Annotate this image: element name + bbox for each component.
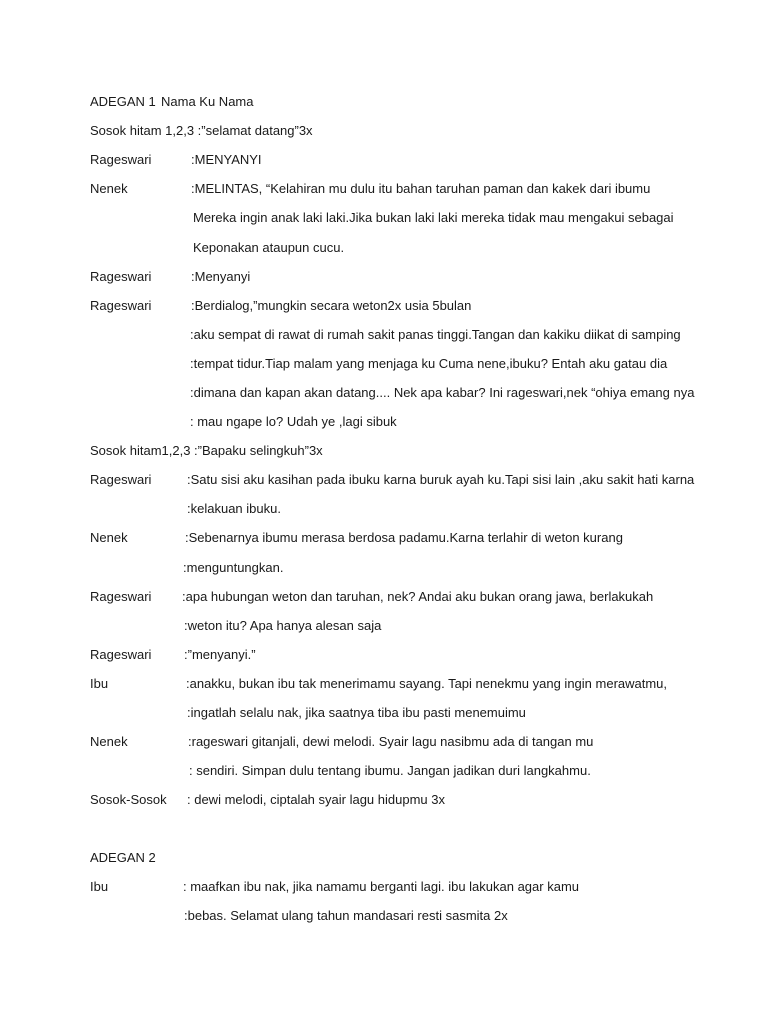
dialogue-text: Mereka ingin anak laki laki.Jika bukan laki laki mereka tidak mau mengakui sebagai (193, 210, 674, 225)
dialogue-text: :menguntungkan. (183, 560, 284, 575)
scene-title: Nama Ku Nama (161, 94, 254, 109)
speaker-name: Nenek (90, 530, 128, 545)
speaker-name: Nenek (90, 181, 128, 196)
dialogue-text: :apa hubungan weton dan taruhan, nek? Andai aku bukan orang jawa, berlakukah (182, 589, 654, 604)
dialogue-text: :rageswari gitanjali, dewi melodi. Syair lagu nasibmu ada di tangan mu (188, 734, 594, 749)
speaker-name: Rageswari (90, 472, 152, 487)
speaker-name: Rageswari (90, 298, 152, 313)
dialogue-text: :anakku, bukan ibu tak menerimamu sayang. Tapi nenekmu yang ingin merawatmu, (186, 676, 668, 691)
scene-heading: ADEGAN 1 (90, 94, 156, 109)
dialogue-text: :Berdialog,”mungkin secara weton2x usia 5bulan (191, 298, 472, 313)
dialogue-text: :bebas. Selamat ulang tahun mandasari resti sasmita 2x (184, 908, 508, 923)
speaker-name: Rageswari (90, 269, 152, 284)
dialogue-text: : mau ngape lo? Udah ye ,lagi sibuk (190, 414, 397, 429)
dialogue-text: : dewi melodi, ciptalah syair lagu hidupmu 3x (187, 792, 445, 807)
dialogue-text: :Satu sisi aku kasihan pada ibuku karna buruk ayah ku.Tapi sisi lain ,aku sakit hati karna (187, 472, 695, 487)
speaker-name: Nenek (90, 734, 128, 749)
dialogue-text: :MENYANYI (191, 152, 262, 167)
scene-heading: ADEGAN 2 (90, 850, 156, 865)
dialogue-text: : maafkan ibu nak, jika namamu berganti lagi. ibu lakukan agar kamu (183, 879, 579, 894)
dialogue-text: :Sebenarnya ibumu merasa berdosa padamu.Karna terlahir di weton kurang (185, 530, 623, 545)
dialogue-text: :ingatlah selalu nak, jika saatnya tiba ibu pasti menemuimu (187, 705, 526, 720)
dialogue-text: :MELINTAS, “Kelahiran mu dulu itu bahan taruhan paman dan kakek dari ibumu (191, 181, 651, 196)
dialogue-line: Sosok hitam1,2,3 :”Bapaku selingkuh”3x (90, 443, 323, 458)
dialogue-text: :Menyanyi (191, 269, 251, 284)
speaker-name: Sosok-Sosok (90, 792, 167, 807)
speaker-name: Rageswari (90, 152, 152, 167)
dialogue-text: :tempat tidur.Tiap malam yang menjaga ku Cuma nene,ibuku? Entah aku gatau dia (190, 356, 668, 371)
dialogue-line: Sosok hitam 1,2,3 :”selamat datang”3x (90, 123, 313, 138)
speaker-name: Ibu (90, 879, 109, 894)
speaker-name: Rageswari (90, 647, 152, 662)
dialogue-text: :aku sempat di rawat di rumah sakit panas tinggi.Tangan dan kakiku diikat di samping (190, 327, 681, 342)
dialogue-text: :weton itu? Apa hanya alesan saja (184, 618, 382, 633)
dialogue-text: Keponakan ataupun cucu. (193, 240, 345, 255)
dialogue-text: :kelakuan ibuku. (187, 501, 281, 516)
dialogue-text: : sendiri. Simpan dulu tentang ibumu. Jangan jadikan duri langkahmu. (189, 763, 591, 778)
dialogue-text: :”menyanyi.” (184, 647, 256, 662)
dialogue-text: :dimana dan kapan akan datang.... Nek apa kabar? Ini rageswari,nek “ohiya emang nya (190, 385, 695, 400)
speaker-name: Rageswari (90, 589, 152, 604)
speaker-name: Ibu (90, 676, 109, 691)
